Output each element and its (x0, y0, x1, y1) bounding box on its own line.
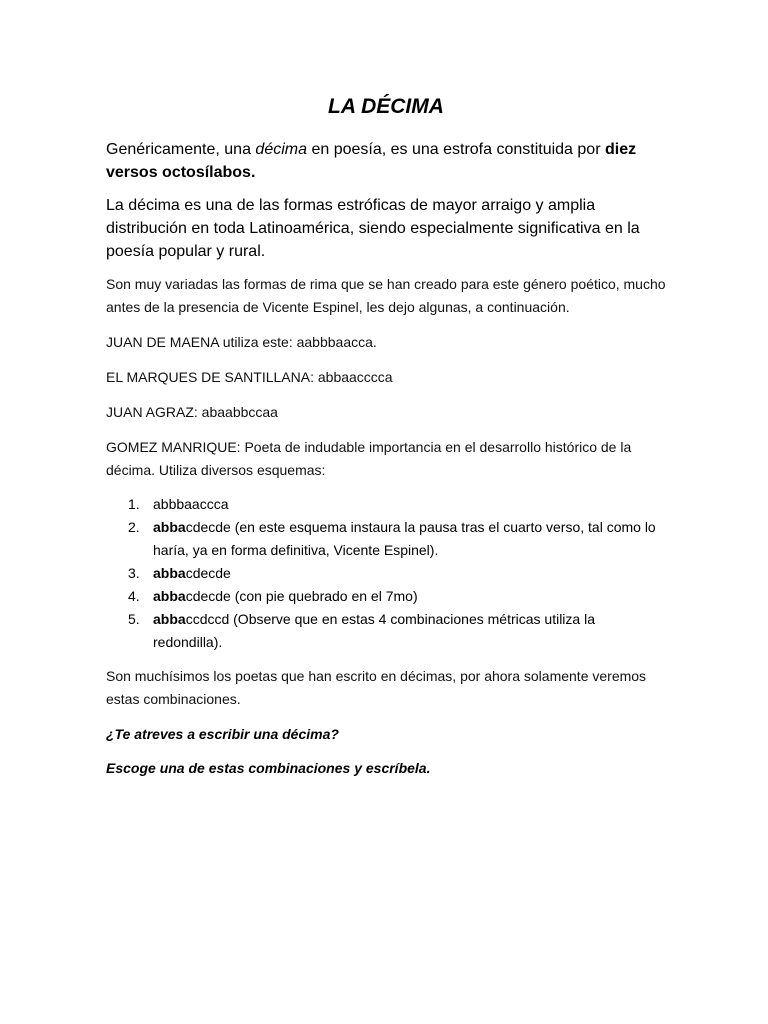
intro-text-start: Genéricamente, una (106, 141, 256, 158)
list-item-number: 5. (128, 611, 140, 627)
list-item-number: 4. (128, 588, 140, 604)
list-item-number: 2. (128, 519, 140, 535)
document-page (106, 92, 666, 791)
list-item-number: 3. (128, 565, 140, 581)
author-line-gomez-manrique: GOMEZ MANRIQUE: Poeta de indudable importancia en el desarrollo histórico de la décima. Utiliza diversos esquemas: (106, 439, 632, 478)
author-line-juan-agraz: JUAN AGRAZ: abaabbccaa (106, 404, 278, 420)
list-item-text: cdecde (185, 565, 231, 581)
list-item (106, 516, 666, 562)
list-item (106, 608, 666, 654)
list-item-text: ccdccd (Observe que en estas 4 combinaciones métricas utiliza la redondilla). (153, 611, 595, 650)
list-item-bold: abba (153, 565, 186, 581)
list-item-number: 1. (128, 496, 140, 512)
list-item-text: abbbaaccca (153, 496, 229, 512)
rhyme-forms-paragraph: Son muy variadas las formas de rima que se han creado para este género poético, mucho antes de la presencia de Vicente Espinel, les dejo algunas, a continuación. (106, 276, 666, 315)
list-item-bold: abba (153, 519, 186, 535)
list-item-bold: abba (153, 588, 186, 604)
scheme-list (106, 493, 666, 654)
intro-italic-term: décima (255, 141, 307, 158)
page-title: LA DÉCIMA (328, 95, 444, 118)
list-item (106, 562, 666, 585)
list-item-bold: abba (153, 611, 186, 627)
instruction-line: Escoge una de estas combinaciones y escríbela. (106, 760, 431, 776)
intro-paragraph (106, 138, 666, 184)
closing-paragraph: Son muchísimos los poetas que han escrito en décimas, por ahora solamente veremos estas combinaciones. (106, 668, 647, 707)
author-line-santillana: EL MARQUES DE SANTILLANA: abbaacccca (106, 369, 393, 385)
list-item-text: cdecde (en este esquema instaura la pausa tras el cuarto verso, tal como lo haría, ya en forma definitiva, Vicente Espinel). (153, 519, 656, 558)
intro-bold-phrase: diez versos octosílabos. (106, 141, 637, 181)
author-line-juan-de-maena: JUAN DE MAENA utiliza este: aabbbaacca. (106, 334, 377, 350)
list-item (106, 585, 666, 608)
intro-text-middle: en poesía, es una estrofa constituida por (307, 141, 605, 158)
list-item-text: cdecde (con pie quebrado en el 7mo) (185, 588, 418, 604)
question-line: ¿Te atreves a escribir una décima? (106, 726, 339, 742)
distribution-paragraph: La décima es una de las formas estróficas de mayor arraigo y amplia distribución en toda Latinoamérica, siendo especialmente significativa en la poesía popular y rural. (106, 197, 640, 260)
list-item (106, 493, 666, 516)
